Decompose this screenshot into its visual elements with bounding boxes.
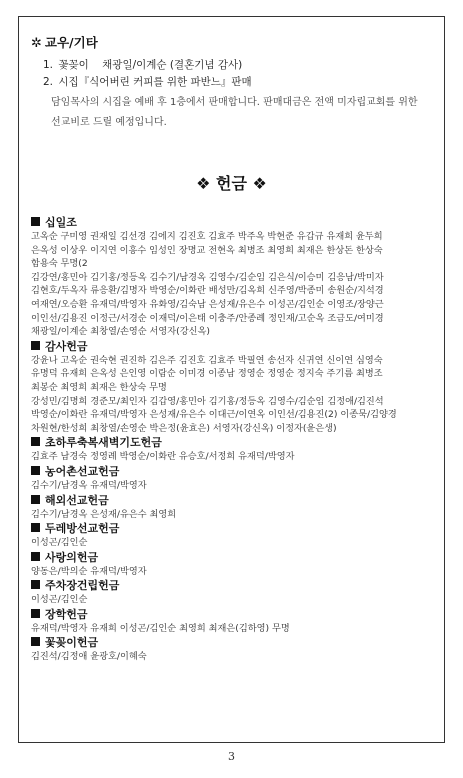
category-name: 농어촌선교헌금 xyxy=(45,464,120,478)
item-number: 1. xyxy=(43,59,54,71)
offering-category-heading xyxy=(31,551,432,565)
donor-line: 채광일/이계순 최창열/손영순 서영자(강신옥) xyxy=(31,326,210,338)
category-name: 꽃꽂이헌금 xyxy=(45,636,99,650)
bulletin-page-frame xyxy=(18,16,445,743)
donor-line: 고옥순 구미영 권재일 김선경 김에지 김진호 김효주 박주옥 박현준 유갑규 유재희 윤두희 xyxy=(31,231,383,242)
offering-category-heading xyxy=(31,465,432,479)
donor-line: 여재연/오승환 유재덕/박영자 유화영/김숙남 은성재/유은수 이성곤/김인순 이영조/장양근 xyxy=(31,298,384,310)
category-name: 감사헌금 xyxy=(45,339,88,353)
donor-line: 이인선/김용진 이정근/서경순 이재덕/이은태 이충주/안종례 정인재/고순옥 조금도/여미경 xyxy=(31,312,384,324)
donor-line: 최봉순 최영희 최재은 한상숙 무명 xyxy=(31,381,167,393)
donor-line: 김효주 남경숙 정영례 박영순/이화란 유승호/서정희 유재덕/박영자 xyxy=(31,451,295,463)
offering-category-heading xyxy=(31,636,432,650)
offering-category-heading xyxy=(31,436,432,450)
offering-category-heading xyxy=(31,340,432,354)
offering-list xyxy=(31,216,432,664)
category-name: 장학헌금 xyxy=(45,607,88,621)
page-number: 3 xyxy=(228,750,235,763)
square-bullet-icon xyxy=(31,609,40,618)
notice-item xyxy=(43,57,432,74)
donor-line: 유재덕/박영자 유재희 이성곤/김인순 최영희 최재은(김하영) 무명 xyxy=(31,622,290,634)
square-bullet-icon xyxy=(31,341,40,350)
donor-line: 강윤나 고옥순 권숙현 권진하 김은주 김진호 김효주 박필연 송선자 신귀연 신이연 심영숙 xyxy=(31,354,383,366)
square-bullet-icon xyxy=(31,552,40,561)
category-name: 사랑의헌금 xyxy=(45,550,99,564)
section-title: 교우/기타 xyxy=(44,35,98,50)
offering-category-heading xyxy=(31,579,432,593)
offering-category-heading xyxy=(31,608,432,622)
asterisk-icon: ✲ xyxy=(31,36,42,51)
donor-line: 은옥성 이상우 이지연 이흥수 임성인 장명교 전현옥 최병조 최영희 최재은 한상돈 한상숙 xyxy=(31,244,383,256)
donor-line: 김수기/남경옥 유재덕/박영자 xyxy=(31,479,147,491)
offering-category-heading xyxy=(31,494,432,508)
square-bullet-icon xyxy=(31,495,40,504)
donor-line: 유명덕 유재희 은옥성 은인영 이람순 이미경 이종남 정영순 정영순 정지숙 주기름 최병조 xyxy=(31,368,383,380)
donor-line: 김진석/김정애 윤광호/이혜숙 xyxy=(31,651,147,663)
donor-line: 이성곤/김인순 xyxy=(31,537,88,549)
donor-names xyxy=(31,536,432,550)
category-name: 주차장건립헌금 xyxy=(45,579,120,593)
square-bullet-icon xyxy=(31,637,40,646)
square-bullet-icon xyxy=(31,466,40,475)
section-heading xyxy=(31,33,432,51)
donor-names xyxy=(31,354,432,436)
offering-category-heading xyxy=(31,522,432,536)
offering-category-heading xyxy=(31,216,432,230)
donor-names xyxy=(31,622,432,636)
item-number: 2. xyxy=(43,76,54,88)
donor-line: 차원현/한성희 최창열/손영순 박은정(윤효은) 서영자(강신옥) 이정자(윤은생) xyxy=(31,422,337,434)
category-name: 십일조 xyxy=(45,216,77,229)
donor-line: 강성민/김명희 경준모/최인자 김갑영/홍민아 김기홍/정등옥 김영수/김순임 김정애/김진석 xyxy=(31,395,384,407)
notice-description xyxy=(51,93,432,133)
square-bullet-icon xyxy=(31,580,40,589)
donor-line: 김현호/두옥자 류응환/김명자 박영순/이화란 배성만/김옥희 신주영/박종미 송원순/지석경 xyxy=(31,285,384,297)
donor-line: 김수기/남경옥 은성재/유은수 최영희 xyxy=(31,508,177,520)
donor-line: 김강연/홍민아 김기홍/정등옥 김수기/남경옥 김영수/김순임 김은식/이승미 김응남/박미자 xyxy=(31,271,384,283)
donor-line: 함용숙 무명(2 xyxy=(31,258,88,270)
square-bullet-icon xyxy=(31,217,40,226)
donor-names xyxy=(31,450,432,464)
donor-line: 이성곤/김인순 xyxy=(31,594,88,606)
item-title: 시집『식어버린 커피를 위한 파반느』판매 xyxy=(58,76,252,88)
category-name: 두레방선교헌금 xyxy=(45,522,120,536)
description-line: 선교비로 드릴 예정입니다. xyxy=(51,117,167,128)
donor-line: 양동은/박의순 유재덕/박영자 xyxy=(31,565,147,577)
category-name: 해외선교헌금 xyxy=(45,493,109,507)
donor-line: 박영순/이화란 유재덕/박영자 은성재/유은수 이대근/이연옥 이인선/김용진(2) 이종묵/김양경 xyxy=(31,409,397,421)
donor-names xyxy=(31,650,432,664)
category-name: 초하루축복새벽기도헌금 xyxy=(45,436,162,450)
item-title: 꽃꽂이 xyxy=(58,59,89,71)
donor-names xyxy=(31,230,432,339)
donor-names xyxy=(31,508,432,522)
notice-item xyxy=(43,74,432,91)
donor-names xyxy=(31,565,432,579)
square-bullet-icon xyxy=(31,437,40,446)
offering-title: ❖ 헌금 ❖ xyxy=(196,174,267,193)
description-line: 담임목사의 시집을 예배 후 1층에서 판매합니다. 판매대금은 전액 미자립교회를 위한 xyxy=(51,97,418,108)
donor-names xyxy=(31,479,432,493)
donor-names xyxy=(31,593,432,607)
item-names: 채광일/이계순 (결혼기념 감사) xyxy=(102,59,243,71)
square-bullet-icon xyxy=(31,523,40,532)
